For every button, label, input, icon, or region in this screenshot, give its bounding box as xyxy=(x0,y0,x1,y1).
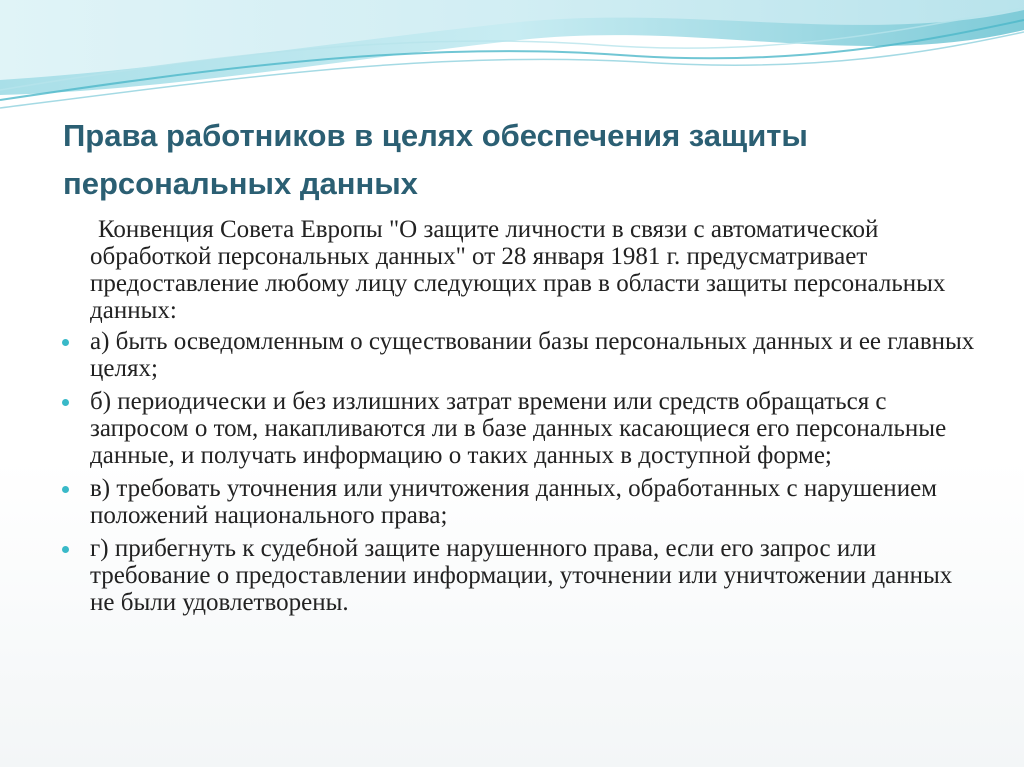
slide-title: Права работников в целях обеспечения защиты персональных данных xyxy=(63,118,808,201)
list-item xyxy=(62,475,982,529)
list-item-text: б) периодически и без излишних затрат времени или средств обращаться с запросом о том, накапливаются ли в базе данных касающиеся его персональные данные, и получать информацию о таких данных в доступной форме; xyxy=(90,388,947,469)
bullet-icon xyxy=(62,546,69,553)
bullet-icon xyxy=(62,399,69,406)
intro-paragraph: Конвенция Совета Европы "О защите личности в связи с автоматической обработкой персональных данных" от 28 января 1981 г. предусматривает предоставление любому лицу следующих прав в области защиты персональных данных: xyxy=(90,216,946,324)
list-item-text: в) требовать уточнения или уничтожения данных, обработанных с нарушением положений национального права; xyxy=(90,475,937,529)
list-item xyxy=(62,328,982,382)
list-item xyxy=(62,535,982,616)
header-wave-decoration xyxy=(0,0,1024,120)
list-item xyxy=(62,388,982,469)
list-item-text: а) быть осведомленным о существовании базы персональных данных и ее главных целях; xyxy=(90,328,975,382)
bullet-icon xyxy=(62,486,69,493)
slide-body xyxy=(62,216,982,622)
list-item-text: г) прибегнуть к судебной защите нарушенного права, если его запрос или требование о предоставлении информации, уточнении или уничтожении данных не были удовлетворены. xyxy=(90,535,953,616)
rights-list xyxy=(62,328,982,616)
bullet-icon xyxy=(62,339,69,346)
